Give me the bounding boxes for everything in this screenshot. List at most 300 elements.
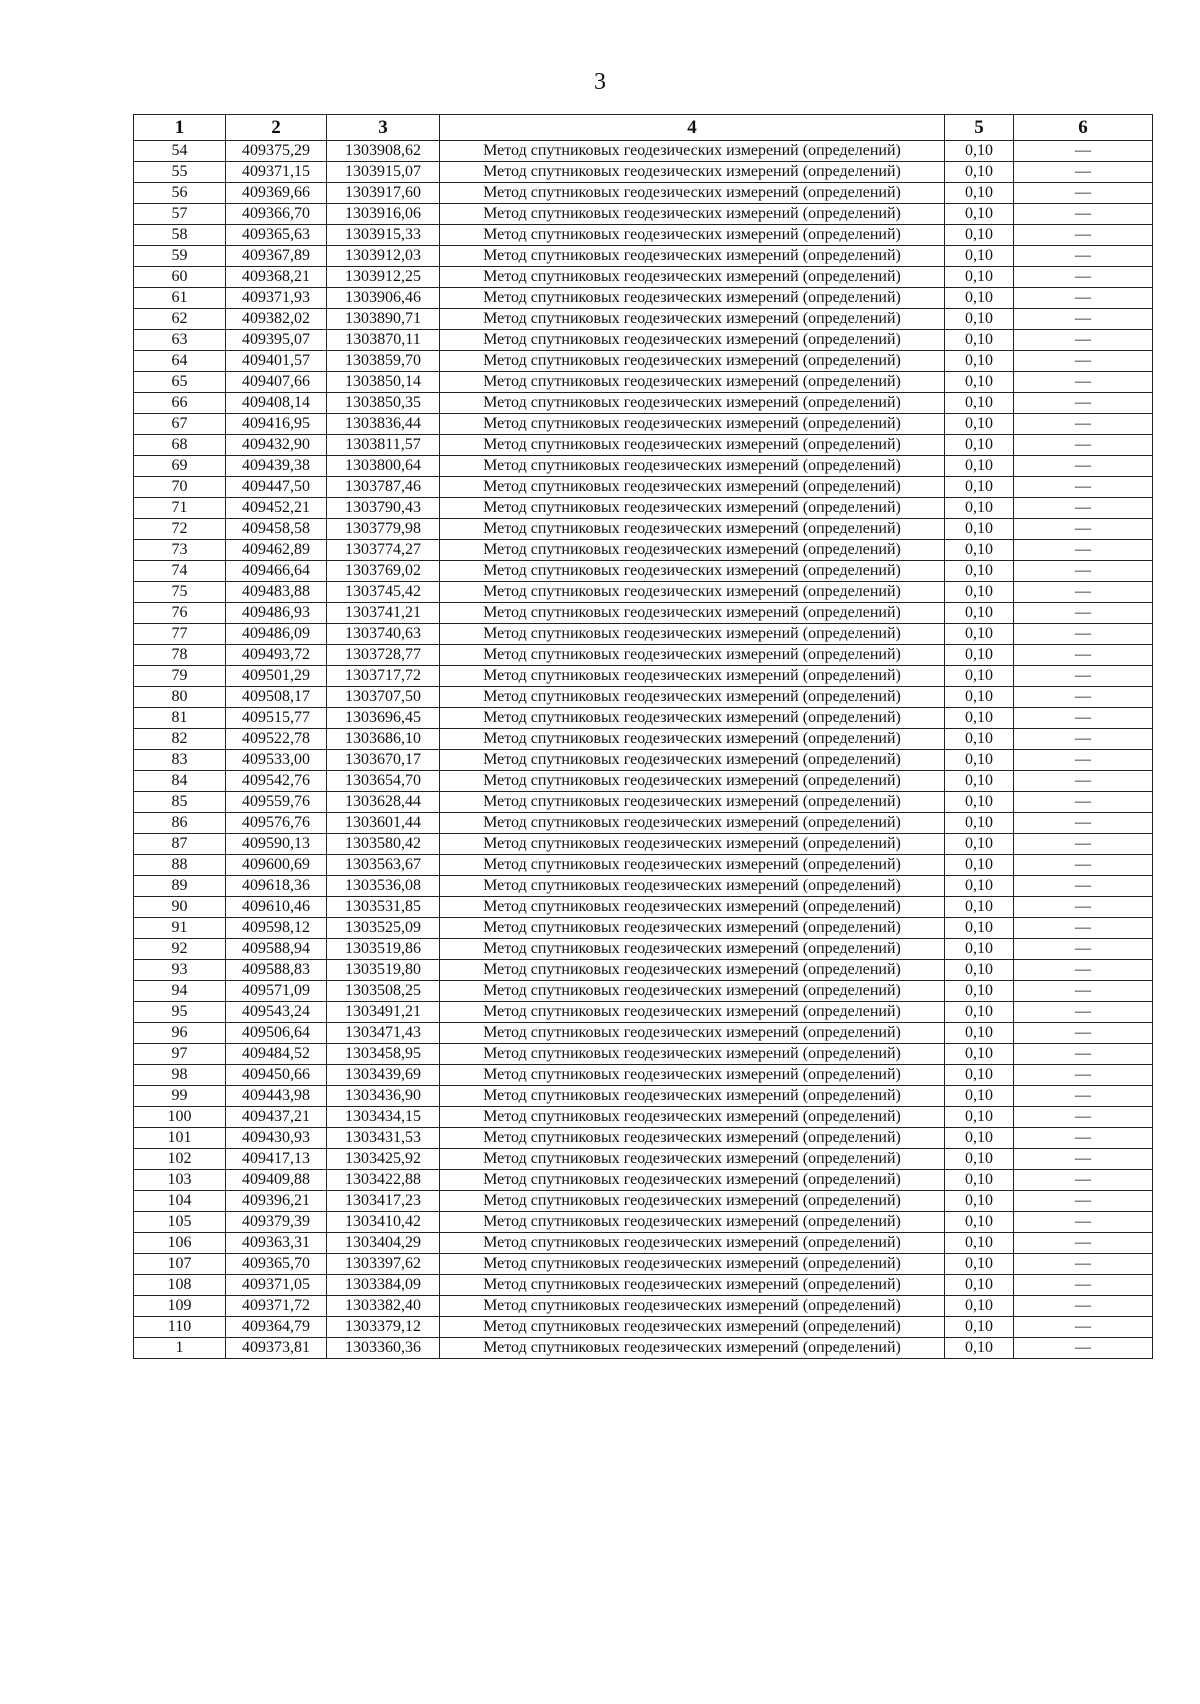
- table-row: [134, 1296, 1153, 1317]
- note-cell: —: [1014, 393, 1153, 414]
- y-coordinate-cell: 1303740,63: [327, 624, 440, 645]
- x-coordinate-cell: 409466,64: [226, 561, 327, 582]
- header-row: [134, 115, 1153, 141]
- x-coordinate-cell: 409363,31: [226, 1233, 327, 1254]
- note-cell: —: [1014, 1170, 1153, 1191]
- note-cell: —: [1014, 1065, 1153, 1086]
- table-row: [134, 540, 1153, 561]
- note-cell: —: [1014, 876, 1153, 897]
- x-coordinate-cell: 409417,13: [226, 1149, 327, 1170]
- column-header-6: 6: [1014, 115, 1153, 141]
- accuracy-cell: 0,10: [945, 351, 1014, 372]
- x-coordinate-cell: 409484,52: [226, 1044, 327, 1065]
- table-row: [134, 1170, 1153, 1191]
- method-cell: Метод спутниковых геодезических измерений (определений): [440, 1338, 945, 1359]
- y-coordinate-cell: 1303800,64: [327, 456, 440, 477]
- x-coordinate-cell: 409367,89: [226, 246, 327, 267]
- accuracy-cell: 0,10: [945, 960, 1014, 981]
- method-cell: Метод спутниковых геодезических измерений (определений): [440, 939, 945, 960]
- x-coordinate-cell: 409588,94: [226, 939, 327, 960]
- method-cell: Метод спутниковых геодезических измерений (определений): [440, 855, 945, 876]
- point-number-cell: 1: [134, 1338, 226, 1359]
- method-cell: Метод спутниковых геодезических измерений (определений): [440, 1149, 945, 1170]
- y-coordinate-cell: 1303580,42: [327, 834, 440, 855]
- method-cell: Метод спутниковых геодезических измерений (определений): [440, 414, 945, 435]
- y-coordinate-cell: 1303654,70: [327, 771, 440, 792]
- note-cell: —: [1014, 330, 1153, 351]
- y-coordinate-cell: 1303870,11: [327, 330, 440, 351]
- x-coordinate-cell: 409364,79: [226, 1317, 327, 1338]
- accuracy-cell: 0,10: [945, 708, 1014, 729]
- x-coordinate-cell: 409379,39: [226, 1212, 327, 1233]
- x-coordinate-cell: 409437,21: [226, 1107, 327, 1128]
- note-cell: —: [1014, 603, 1153, 624]
- note-cell: —: [1014, 498, 1153, 519]
- method-cell: Метод спутниковых геодезических измерений (определений): [440, 1044, 945, 1065]
- accuracy-cell: 0,10: [945, 1044, 1014, 1065]
- table-row: [134, 1275, 1153, 1296]
- method-cell: Метод спутниковых геодезических измерений (определений): [440, 960, 945, 981]
- x-coordinate-cell: 409443,98: [226, 1086, 327, 1107]
- x-coordinate-cell: 409368,21: [226, 267, 327, 288]
- y-coordinate-cell: 1303397,62: [327, 1254, 440, 1275]
- method-cell: Метод спутниковых геодезических измерений (определений): [440, 645, 945, 666]
- table-row: [134, 141, 1153, 162]
- method-cell: Метод спутниковых геодезических измерений (определений): [440, 456, 945, 477]
- x-coordinate-cell: 409576,76: [226, 813, 327, 834]
- x-coordinate-cell: 409501,29: [226, 666, 327, 687]
- note-cell: —: [1014, 582, 1153, 603]
- point-number-cell: 104: [134, 1191, 226, 1212]
- point-number-cell: 110: [134, 1317, 226, 1338]
- point-number-cell: 67: [134, 414, 226, 435]
- method-cell: Метод спутниковых геодезических измерений (определений): [440, 519, 945, 540]
- accuracy-cell: 0,10: [945, 1002, 1014, 1023]
- note-cell: —: [1014, 1254, 1153, 1275]
- note-cell: —: [1014, 1338, 1153, 1359]
- note-cell: —: [1014, 351, 1153, 372]
- table-row: [134, 330, 1153, 351]
- method-cell: Метод спутниковых геодезических измерений (определений): [440, 1317, 945, 1338]
- note-cell: —: [1014, 1317, 1153, 1338]
- point-number-cell: 88: [134, 855, 226, 876]
- x-coordinate-cell: 409396,21: [226, 1191, 327, 1212]
- y-coordinate-cell: 1303508,25: [327, 981, 440, 1002]
- y-coordinate-cell: 1303686,10: [327, 729, 440, 750]
- y-coordinate-cell: 1303850,35: [327, 393, 440, 414]
- y-coordinate-cell: 1303912,25: [327, 267, 440, 288]
- table-row: [134, 414, 1153, 435]
- table-row: [134, 561, 1153, 582]
- table-row: [134, 477, 1153, 498]
- method-cell: Метод спутниковых геодезических измерений (определений): [440, 1212, 945, 1233]
- accuracy-cell: 0,10: [945, 540, 1014, 561]
- y-coordinate-cell: 1303745,42: [327, 582, 440, 603]
- x-coordinate-cell: 409447,50: [226, 477, 327, 498]
- note-cell: —: [1014, 267, 1153, 288]
- method-cell: Метод спутниковых геодезических измерений (определений): [440, 582, 945, 603]
- table-row: [134, 729, 1153, 750]
- table-row: [134, 876, 1153, 897]
- accuracy-cell: 0,10: [945, 1233, 1014, 1254]
- y-coordinate-cell: 1303790,43: [327, 498, 440, 519]
- x-coordinate-cell: 409365,70: [226, 1254, 327, 1275]
- accuracy-cell: 0,10: [945, 183, 1014, 204]
- point-number-cell: 80: [134, 687, 226, 708]
- y-coordinate-cell: 1303384,09: [327, 1275, 440, 1296]
- point-number-cell: 54: [134, 141, 226, 162]
- accuracy-cell: 0,10: [945, 1086, 1014, 1107]
- method-cell: Метод спутниковых геодезических измерений (определений): [440, 330, 945, 351]
- x-coordinate-cell: 409401,57: [226, 351, 327, 372]
- point-number-cell: 83: [134, 750, 226, 771]
- point-number-cell: 75: [134, 582, 226, 603]
- point-number-cell: 79: [134, 666, 226, 687]
- accuracy-cell: 0,10: [945, 1107, 1014, 1128]
- accuracy-cell: 0,10: [945, 288, 1014, 309]
- note-cell: —: [1014, 1212, 1153, 1233]
- point-number-cell: 62: [134, 309, 226, 330]
- note-cell: —: [1014, 225, 1153, 246]
- y-coordinate-cell: 1303360,36: [327, 1338, 440, 1359]
- accuracy-cell: 0,10: [945, 435, 1014, 456]
- accuracy-cell: 0,10: [945, 1065, 1014, 1086]
- accuracy-cell: 0,10: [945, 687, 1014, 708]
- column-header-4: 4: [440, 115, 945, 141]
- note-cell: —: [1014, 1191, 1153, 1212]
- table-row: [134, 666, 1153, 687]
- table-row: [134, 183, 1153, 204]
- x-coordinate-cell: 409450,66: [226, 1065, 327, 1086]
- point-number-cell: 59: [134, 246, 226, 267]
- accuracy-cell: 0,10: [945, 855, 1014, 876]
- y-coordinate-cell: 1303912,03: [327, 246, 440, 267]
- table-row: [134, 939, 1153, 960]
- x-coordinate-cell: 409371,05: [226, 1275, 327, 1296]
- table-row: [134, 918, 1153, 939]
- method-cell: Метод спутниковых геодезических измерений (определений): [440, 393, 945, 414]
- note-cell: —: [1014, 162, 1153, 183]
- point-number-cell: 57: [134, 204, 226, 225]
- accuracy-cell: 0,10: [945, 456, 1014, 477]
- table-row: [134, 897, 1153, 918]
- method-cell: Метод спутниковых геодезических измерений (определений): [440, 477, 945, 498]
- y-coordinate-cell: 1303439,69: [327, 1065, 440, 1086]
- method-cell: Метод спутниковых геодезических измерений (определений): [440, 1002, 945, 1023]
- accuracy-cell: 0,10: [945, 834, 1014, 855]
- point-number-cell: 86: [134, 813, 226, 834]
- method-cell: Метод спутниковых геодезических измерений (определений): [440, 141, 945, 162]
- table-row: [134, 687, 1153, 708]
- note-cell: —: [1014, 1107, 1153, 1128]
- method-cell: Метод спутниковых геодезических измерений (определений): [440, 204, 945, 225]
- note-cell: —: [1014, 519, 1153, 540]
- method-cell: Метод спутниковых геодезических измерений (определений): [440, 813, 945, 834]
- x-coordinate-cell: 409590,13: [226, 834, 327, 855]
- y-coordinate-cell: 1303769,02: [327, 561, 440, 582]
- note-cell: —: [1014, 1233, 1153, 1254]
- table-header: [134, 115, 1153, 141]
- y-coordinate-cell: 1303774,27: [327, 540, 440, 561]
- point-number-cell: 65: [134, 372, 226, 393]
- accuracy-cell: 0,10: [945, 267, 1014, 288]
- y-coordinate-cell: 1303431,53: [327, 1128, 440, 1149]
- point-number-cell: 73: [134, 540, 226, 561]
- note-cell: —: [1014, 1086, 1153, 1107]
- point-number-cell: 66: [134, 393, 226, 414]
- method-cell: Метод спутниковых геодезических измерений (определений): [440, 981, 945, 1002]
- y-coordinate-cell: 1303696,45: [327, 708, 440, 729]
- x-coordinate-cell: 409486,93: [226, 603, 327, 624]
- note-cell: —: [1014, 792, 1153, 813]
- accuracy-cell: 0,10: [945, 414, 1014, 435]
- y-coordinate-cell: 1303915,07: [327, 162, 440, 183]
- point-number-cell: 98: [134, 1065, 226, 1086]
- point-number-cell: 58: [134, 225, 226, 246]
- table-row: [134, 1254, 1153, 1275]
- x-coordinate-cell: 409458,58: [226, 519, 327, 540]
- accuracy-cell: 0,10: [945, 666, 1014, 687]
- x-coordinate-cell: 409542,76: [226, 771, 327, 792]
- method-cell: Метод спутниковых геодезических измерений (определений): [440, 897, 945, 918]
- x-coordinate-cell: 409533,00: [226, 750, 327, 771]
- method-cell: Метод спутниковых геодезических измерений (определений): [440, 183, 945, 204]
- point-number-cell: 108: [134, 1275, 226, 1296]
- point-number-cell: 101: [134, 1128, 226, 1149]
- accuracy-cell: 0,10: [945, 309, 1014, 330]
- table-row: [134, 645, 1153, 666]
- accuracy-cell: 0,10: [945, 771, 1014, 792]
- accuracy-cell: 0,10: [945, 897, 1014, 918]
- note-cell: —: [1014, 771, 1153, 792]
- x-coordinate-cell: 409365,63: [226, 225, 327, 246]
- method-cell: Метод спутниковых геодезических измерений (определений): [440, 708, 945, 729]
- table-row: [134, 1023, 1153, 1044]
- point-number-cell: 89: [134, 876, 226, 897]
- table-row: [134, 204, 1153, 225]
- method-cell: Метод спутниковых геодезических измерений (определений): [440, 771, 945, 792]
- accuracy-cell: 0,10: [945, 582, 1014, 603]
- accuracy-cell: 0,10: [945, 141, 1014, 162]
- point-number-cell: 70: [134, 477, 226, 498]
- x-coordinate-cell: 409371,93: [226, 288, 327, 309]
- x-coordinate-cell: 409493,72: [226, 645, 327, 666]
- accuracy-cell: 0,10: [945, 1296, 1014, 1317]
- note-cell: —: [1014, 246, 1153, 267]
- method-cell: Метод спутниковых геодезических измерений (определений): [440, 1065, 945, 1086]
- method-cell: Метод спутниковых геодезических измерений (определений): [440, 1023, 945, 1044]
- method-cell: Метод спутниковых геодезических измерений (определений): [440, 162, 945, 183]
- point-number-cell: 107: [134, 1254, 226, 1275]
- accuracy-cell: 0,10: [945, 498, 1014, 519]
- x-coordinate-cell: 409371,15: [226, 162, 327, 183]
- point-number-cell: 92: [134, 939, 226, 960]
- method-cell: Метод спутниковых геодезических измерений (определений): [440, 1128, 945, 1149]
- x-coordinate-cell: 409571,09: [226, 981, 327, 1002]
- table-row: [134, 309, 1153, 330]
- table-row: [134, 855, 1153, 876]
- point-number-cell: 109: [134, 1296, 226, 1317]
- y-coordinate-cell: 1303670,17: [327, 750, 440, 771]
- y-coordinate-cell: 1303859,70: [327, 351, 440, 372]
- accuracy-cell: 0,10: [945, 1149, 1014, 1170]
- accuracy-cell: 0,10: [945, 1128, 1014, 1149]
- method-cell: Метод спутниковых геодезических измерений (определений): [440, 1086, 945, 1107]
- y-coordinate-cell: 1303915,33: [327, 225, 440, 246]
- method-cell: Метод спутниковых геодезических измерений (определений): [440, 351, 945, 372]
- method-cell: Метод спутниковых геодезических измерений (определений): [440, 561, 945, 582]
- point-number-cell: 100: [134, 1107, 226, 1128]
- note-cell: —: [1014, 561, 1153, 582]
- method-cell: Метод спутниковых геодезических измерений (определений): [440, 834, 945, 855]
- accuracy-cell: 0,10: [945, 750, 1014, 771]
- note-cell: —: [1014, 645, 1153, 666]
- note-cell: —: [1014, 708, 1153, 729]
- point-number-cell: 71: [134, 498, 226, 519]
- x-coordinate-cell: 409462,89: [226, 540, 327, 561]
- x-coordinate-cell: 409395,07: [226, 330, 327, 351]
- table-row: [134, 1086, 1153, 1107]
- method-cell: Метод спутниковых геодезических измерений (определений): [440, 288, 945, 309]
- x-coordinate-cell: 409369,66: [226, 183, 327, 204]
- point-number-cell: 63: [134, 330, 226, 351]
- note-cell: —: [1014, 750, 1153, 771]
- note-cell: —: [1014, 372, 1153, 393]
- x-coordinate-cell: 409588,83: [226, 960, 327, 981]
- x-coordinate-cell: 409409,88: [226, 1170, 327, 1191]
- y-coordinate-cell: 1303458,95: [327, 1044, 440, 1065]
- point-number-cell: 69: [134, 456, 226, 477]
- note-cell: —: [1014, 1149, 1153, 1170]
- accuracy-cell: 0,10: [945, 1317, 1014, 1338]
- accuracy-cell: 0,10: [945, 561, 1014, 582]
- point-number-cell: 78: [134, 645, 226, 666]
- point-number-cell: 97: [134, 1044, 226, 1065]
- table-row: [134, 1002, 1153, 1023]
- note-cell: —: [1014, 981, 1153, 1002]
- note-cell: —: [1014, 540, 1153, 561]
- x-coordinate-cell: 409508,17: [226, 687, 327, 708]
- table-row: [134, 246, 1153, 267]
- note-cell: —: [1014, 435, 1153, 456]
- method-cell: Метод спутниковых геодезических измерений (определений): [440, 918, 945, 939]
- point-number-cell: 91: [134, 918, 226, 939]
- y-coordinate-cell: 1303836,44: [327, 414, 440, 435]
- accuracy-cell: 0,10: [945, 519, 1014, 540]
- x-coordinate-cell: 409598,12: [226, 918, 327, 939]
- point-number-cell: 95: [134, 1002, 226, 1023]
- y-coordinate-cell: 1303410,42: [327, 1212, 440, 1233]
- y-coordinate-cell: 1303519,86: [327, 939, 440, 960]
- x-coordinate-cell: 409506,64: [226, 1023, 327, 1044]
- point-number-cell: 60: [134, 267, 226, 288]
- x-coordinate-cell: 409371,72: [226, 1296, 327, 1317]
- x-coordinate-cell: 409430,93: [226, 1128, 327, 1149]
- x-coordinate-cell: 409610,46: [226, 897, 327, 918]
- accuracy-cell: 0,10: [945, 246, 1014, 267]
- method-cell: Метод спутниковых геодезических измерений (определений): [440, 1170, 945, 1191]
- accuracy-cell: 0,10: [945, 393, 1014, 414]
- table-row: [134, 750, 1153, 771]
- x-coordinate-cell: 409373,81: [226, 1338, 327, 1359]
- accuracy-cell: 0,10: [945, 1170, 1014, 1191]
- note-cell: —: [1014, 1044, 1153, 1065]
- y-coordinate-cell: 1303491,21: [327, 1002, 440, 1023]
- method-cell: Метод спутниковых геодезических измерений (определений): [440, 1107, 945, 1128]
- note-cell: —: [1014, 456, 1153, 477]
- table-row: [134, 1317, 1153, 1338]
- point-number-cell: 68: [134, 435, 226, 456]
- table-row: [134, 372, 1153, 393]
- x-coordinate-cell: 409543,24: [226, 1002, 327, 1023]
- note-cell: —: [1014, 183, 1153, 204]
- table-row: [134, 1128, 1153, 1149]
- method-cell: Метод спутниковых геодезических измерений (определений): [440, 729, 945, 750]
- method-cell: Метод спутниковых геодезических измерений (определений): [440, 624, 945, 645]
- accuracy-cell: 0,10: [945, 225, 1014, 246]
- accuracy-cell: 0,10: [945, 1212, 1014, 1233]
- accuracy-cell: 0,10: [945, 204, 1014, 225]
- table-row: [134, 981, 1153, 1002]
- y-coordinate-cell: 1303519,80: [327, 960, 440, 981]
- table-row: [134, 162, 1153, 183]
- method-cell: Метод спутниковых геодезических измерений (определений): [440, 876, 945, 897]
- point-number-cell: 74: [134, 561, 226, 582]
- table-body: [134, 141, 1153, 1359]
- y-coordinate-cell: 1303628,44: [327, 792, 440, 813]
- x-coordinate-cell: 409618,36: [226, 876, 327, 897]
- y-coordinate-cell: 1303382,40: [327, 1296, 440, 1317]
- table-row: [134, 1212, 1153, 1233]
- note-cell: —: [1014, 1296, 1153, 1317]
- y-coordinate-cell: 1303379,12: [327, 1317, 440, 1338]
- y-coordinate-cell: 1303811,57: [327, 435, 440, 456]
- note-cell: —: [1014, 1002, 1153, 1023]
- method-cell: Метод спутниковых геодезических измерений (определений): [440, 246, 945, 267]
- table-row: [134, 1233, 1153, 1254]
- note-cell: —: [1014, 666, 1153, 687]
- column-header-5: 5: [945, 115, 1014, 141]
- table-row: [134, 834, 1153, 855]
- x-coordinate-cell: 409483,88: [226, 582, 327, 603]
- note-cell: —: [1014, 414, 1153, 435]
- y-coordinate-cell: 1303417,23: [327, 1191, 440, 1212]
- method-cell: Метод спутниковых геодезических измерений (определений): [440, 435, 945, 456]
- y-coordinate-cell: 1303563,67: [327, 855, 440, 876]
- method-cell: Метод спутниковых геодезических измерений (определений): [440, 372, 945, 393]
- table-row: [134, 960, 1153, 981]
- x-coordinate-cell: 409515,77: [226, 708, 327, 729]
- x-coordinate-cell: 409408,14: [226, 393, 327, 414]
- method-cell: Метод спутниковых геодезических измерений (определений): [440, 666, 945, 687]
- note-cell: —: [1014, 1128, 1153, 1149]
- point-number-cell: 99: [134, 1086, 226, 1107]
- note-cell: —: [1014, 477, 1153, 498]
- y-coordinate-cell: 1303425,92: [327, 1149, 440, 1170]
- accuracy-cell: 0,10: [945, 876, 1014, 897]
- accuracy-cell: 0,10: [945, 1338, 1014, 1359]
- x-coordinate-cell: 409382,02: [226, 309, 327, 330]
- table-row: [134, 1338, 1153, 1359]
- column-header-3: 3: [327, 115, 440, 141]
- table-row: [134, 582, 1153, 603]
- method-cell: Метод спутниковых геодезических измерений (определений): [440, 498, 945, 519]
- note-cell: —: [1014, 687, 1153, 708]
- point-number-cell: 81: [134, 708, 226, 729]
- x-coordinate-cell: 409407,66: [226, 372, 327, 393]
- y-coordinate-cell: 1303404,29: [327, 1233, 440, 1254]
- method-cell: Метод спутниковых геодезических измерений (определений): [440, 750, 945, 771]
